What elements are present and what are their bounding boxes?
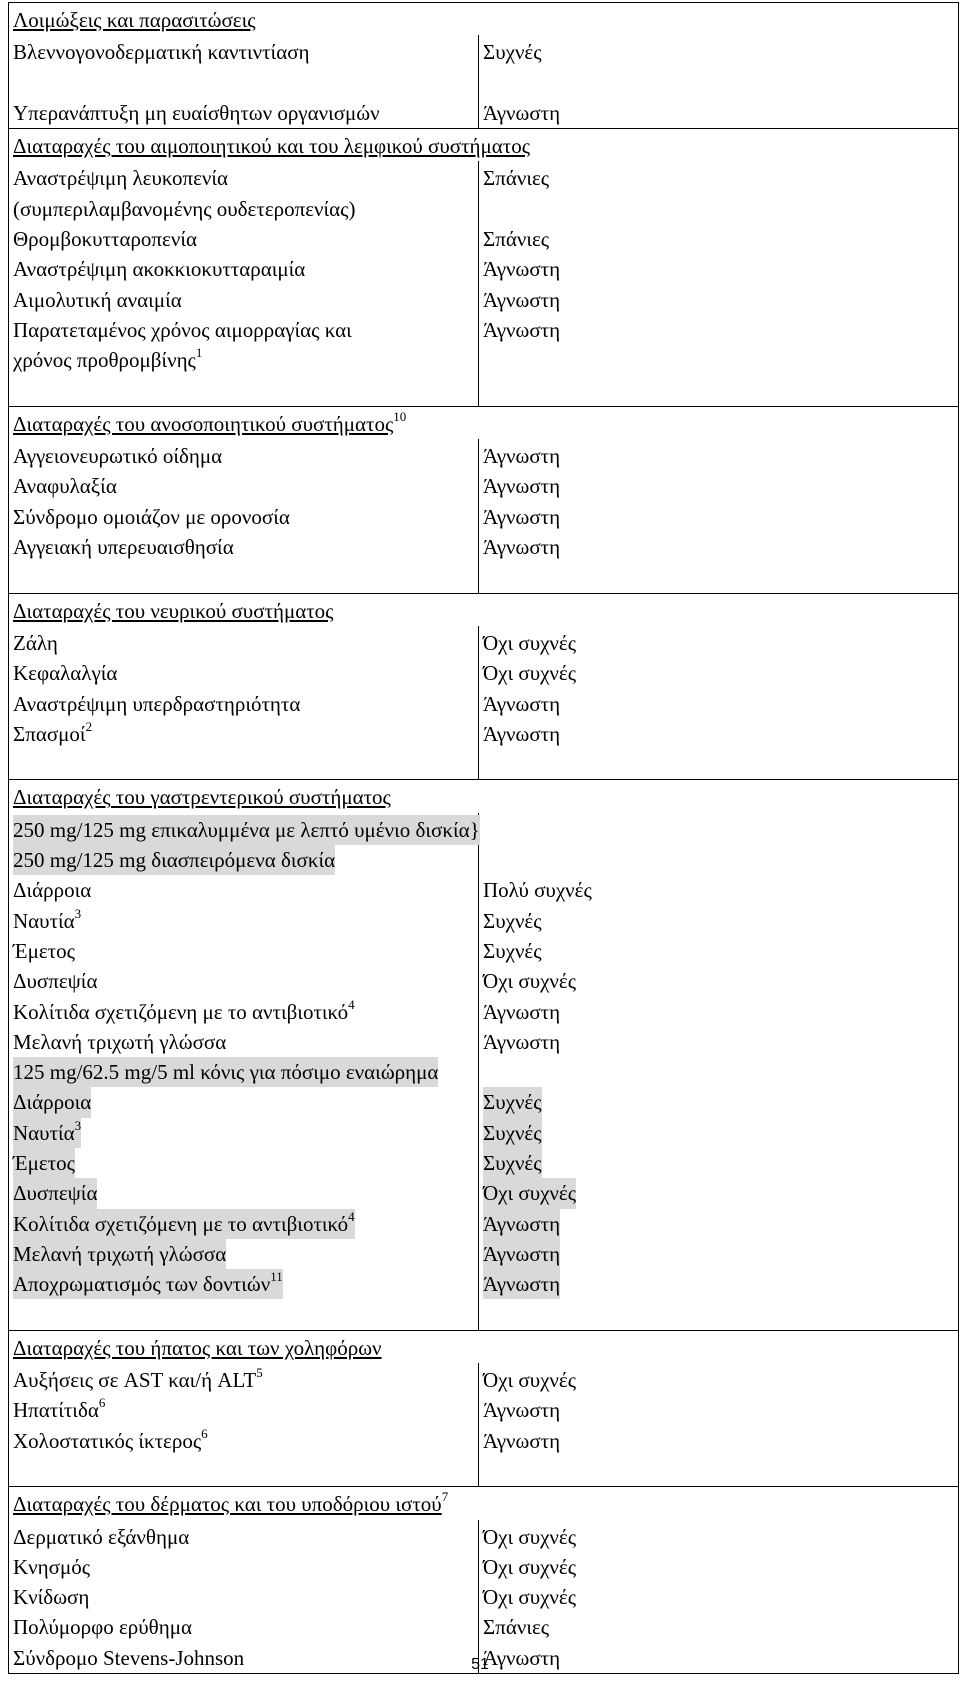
section-header: Διαταραχές του ανοσοποιητικού συστήματος [13,411,394,436]
section-body-row [9,626,959,780]
section-header: Διαταραχές του δέρματος και του υποδόριου ιστού [13,1492,442,1517]
reaction-line [13,719,474,749]
reaction-label: Διάρροια [13,1090,92,1115]
frequency-value: Άγνωστη [483,1029,561,1054]
footnote-marker: 3 [74,1117,82,1133]
section-header: Διαταραχές του νευρικού συστήματος [13,598,334,623]
reaction-line [13,254,474,284]
section-header-cell [9,1330,959,1363]
frequency-line [483,98,954,128]
frequency-line [483,315,954,345]
frequency-line [483,471,954,501]
section-body-row [9,35,959,128]
frequency-line [483,1057,954,1087]
frequency-value: Σπάνιες [483,1615,550,1640]
reaction-line [13,749,474,779]
section-body-row [9,161,959,406]
frequency-line [483,68,954,98]
section-header-row [9,780,959,813]
reaction-label: Αναστρέψιμη ακοκκιοκυτταραιμία [13,257,306,282]
frequency-value: Άγνωστη [483,1645,561,1670]
reaction-line [13,1395,474,1425]
reaction-line [13,1178,474,1208]
frequency-line [483,562,954,592]
reaction-label: Σύνδρομο Stevens-Johnson [13,1645,245,1670]
section-header-cell [9,406,959,439]
frequency-value: Άγνωστη [483,444,561,469]
frequency-line [483,906,954,936]
reaction-label: 250 mg/125 mg διασπειρόμενα δισκία [13,848,336,873]
reaction-line [13,224,474,254]
reaction-label: Δυσπεψία [13,1181,98,1206]
reaction-line [13,1522,474,1552]
reaction-label: Έμετος [13,938,75,963]
reaction-label: Διάρροια [13,878,92,903]
reaction-label: Ναυτία [13,1120,75,1145]
reaction-line [13,1209,474,1239]
footnote-marker: 3 [74,905,82,921]
frequency-line [483,1118,954,1148]
reaction-line [13,441,474,471]
section-header: Διαταραχές του γαστρεντερικού συστήματος [13,785,391,810]
frequency-line [483,163,954,193]
frequency-line [483,1027,954,1057]
reaction-label: χρόνος προθρομβίνης [13,348,196,373]
frequency-line [483,936,954,966]
section-header-cell [9,593,959,626]
footnote-marker: 10 [393,408,407,424]
reaction-label: Σπασμοί [13,721,86,746]
frequency-value: Όχι συχνές [483,661,577,686]
reaction-label: Κεφαλαλγία [13,661,118,686]
frequency-line [483,689,954,719]
reaction-label: 250 mg/125 mg επικαλυμμένα με λεπτό υμένιο δισκία} [13,817,480,842]
frequency-value: Άγνωστη [483,535,561,560]
reaction-column [9,439,479,593]
frequency-value: Συχνές [483,908,542,933]
frequency-line [483,1269,954,1299]
frequency-line [483,1522,954,1552]
frequency-line [483,1365,954,1395]
frequency-value: Όχι συχνές [483,630,577,655]
reaction-line [13,1552,474,1582]
section-header-cell [9,780,959,813]
frequency-value: Άγνωστη [483,1239,560,1269]
frequency-line [483,815,954,845]
reaction-label: Αγγειονευρωτικό οίδημα [13,444,223,469]
frequency-value: Άγνωστη [483,1398,561,1423]
frequency-value: Πολύ συχνές [483,878,592,903]
reaction-label: Κολίτιδα σχετιζόμενη με το αντιβιοτικό [13,1211,349,1236]
footnote-marker: 6 [201,1425,208,1441]
frequency-line [483,1209,954,1239]
reaction-line [13,532,474,562]
reaction-line [13,997,474,1027]
frequency-value: Άγνωστη [483,317,561,342]
reaction-label: Ζάλη [13,630,58,655]
footnote-marker: 4 [348,1208,355,1224]
reaction-label: Σύνδρομο ομοιάζον με ορονοσία [13,504,290,529]
frequency-line [483,254,954,284]
reaction-label: Αγγειακή υπερευαισθησία [13,535,234,560]
footnote-marker: 11 [270,1269,283,1285]
section-header-cell [9,3,959,36]
reaction-line [13,502,474,532]
frequency-value: Άγνωστη [483,100,561,125]
frequency-line [483,345,954,375]
frequency-line [483,1239,954,1269]
reaction-line [13,966,474,996]
frequency-line [483,719,954,749]
reaction-line [13,1426,474,1456]
footnote-marker: 2 [85,718,93,734]
reaction-label: Δερματικό εξάνθημα [13,1524,190,1549]
frequency-line [483,1612,954,1642]
frequency-value: Όχι συχνές [483,1368,577,1393]
frequency-line [483,1299,954,1329]
frequency-line [483,37,954,67]
frequency-column [479,626,959,780]
frequency-line [483,532,954,562]
section-header-row [9,129,959,162]
reaction-label: Αιμολυτική αναιμία [13,287,182,312]
frequency-line [483,224,954,254]
reaction-line [13,1239,474,1269]
reaction-label: Παρατεταμένος χρόνος αιμορραγίας και [13,317,352,342]
reaction-column [9,813,479,1331]
reaction-line [13,68,474,98]
reaction-line [13,285,474,315]
reaction-label: Δυσπεψία [13,969,98,994]
section-body-row [9,813,959,1331]
reaction-label: Πολύμορφο ερύθημα [13,1615,192,1640]
frequency-line [483,502,954,532]
reaction-line [13,689,474,719]
reaction-label: Κολίτιδα σχετιζόμενη με το αντιβιοτικό [13,999,349,1024]
reaction-label: Υπερανάπτυξη μη ευαίσθητων οργανισμών [13,100,380,125]
section-header: Λοιμώξεις και παρασιτώσεις [13,8,256,32]
frequency-line [483,749,954,779]
reaction-column [9,1363,479,1487]
frequency-value: Άγνωστη [483,287,561,312]
frequency-column [479,1520,959,1674]
frequency-value: Όχι συχνές [483,969,577,994]
frequency-line [483,658,954,688]
reaction-label: Αναστρέψιμη υπερδραστηριότητα [13,691,301,716]
reaction-line [13,875,474,905]
reaction-label: Αναφυλαξία [13,474,117,499]
frequency-value: Συχνές [483,40,542,65]
section-body-row [9,1363,959,1487]
frequency-value: Συχνές [483,938,542,963]
frequency-line [483,441,954,471]
reaction-line [13,1087,474,1117]
frequency-column [479,1363,959,1487]
frequency-value: Συχνές [483,1148,542,1178]
reaction-line [13,1269,474,1299]
section-body-row [9,1520,959,1674]
reaction-label: Μελανή τριχωτή γλώσσα [13,1029,227,1054]
frequency-value: Άγνωστη [483,1209,560,1239]
frequency-line [483,1087,954,1117]
section-header-row [9,1487,959,1520]
frequency-line [483,1148,954,1178]
section-body-row [9,439,959,593]
section-header-row [9,406,959,439]
reaction-line [13,562,474,592]
footnote-marker: 5 [256,1365,263,1381]
frequency-value: Όχι συχνές [483,1585,577,1610]
footnote-marker: 1 [195,345,203,361]
reaction-label: Αναστρέψιμη λευκοπενία [13,166,229,191]
footnote-marker: 4 [348,996,355,1012]
reaction-line [13,194,474,224]
reaction-line [13,936,474,966]
section-header-row [9,1330,959,1363]
frequency-value: Όχι συχνές [483,1524,577,1549]
reaction-line [13,1582,474,1612]
reaction-line [13,37,474,67]
frequency-line [483,997,954,1027]
frequency-value: Σπάνιες [483,166,550,191]
frequency-line [483,1178,954,1208]
reaction-line [13,628,474,658]
reaction-label: Κνησμός [13,1554,91,1579]
reaction-line [13,376,474,406]
reaction-label: 125 mg/62.5 mg/5 ml κόνις για πόσιμο εναιώρημα [13,1060,439,1085]
reaction-line [13,1027,474,1057]
reaction-line [13,315,474,345]
reaction-line [13,1365,474,1395]
frequency-line [483,845,954,875]
reaction-line [13,471,474,501]
frequency-line [483,376,954,406]
reaction-label: Θρομβοκυτταροπενία [13,227,197,252]
frequency-line [483,966,954,996]
frequency-column [479,35,959,128]
reaction-label: Βλεννογονοδερματική καντιντίαση [13,40,310,65]
page-number: 51 [471,1656,489,1673]
reaction-column [9,35,479,128]
section-header: Διαταραχές του ήπατος και των χοληφόρων [13,1335,382,1360]
reaction-column [9,1520,479,1674]
section-header-row [9,593,959,626]
reaction-label: (συμπεριλαμβανομένης ουδετεροπενίας) [13,196,356,221]
frequency-value: Άγνωστη [483,1269,560,1299]
frequency-value: Άγνωστη [483,1428,561,1453]
reaction-label: Χολοστατικός ίκτερος [13,1428,202,1453]
reaction-line [13,1118,474,1148]
frequency-line [483,875,954,905]
frequency-line [483,1426,954,1456]
reaction-column [9,161,479,406]
reaction-line [13,1612,474,1642]
reaction-line [13,345,474,375]
frequency-value: Άγνωστη [483,504,561,529]
frequency-value: Άγνωστη [483,721,561,746]
frequency-value: Σπάνιες [483,227,550,252]
reaction-label: Ηπατίτιδα [13,1398,99,1423]
frequency-value: Άγνωστη [483,257,561,282]
frequency-value: Όχι συχνές [483,1554,577,1579]
reaction-line [13,815,480,845]
reaction-label: Κνίδωση [13,1585,90,1610]
frequency-value: Άγνωστη [483,474,561,499]
reaction-line [13,906,474,936]
frequency-value: Άγνωστη [483,999,561,1024]
reaction-label: Έμετος [13,1150,75,1175]
frequency-line [483,1395,954,1425]
reaction-label: Ναυτία [13,908,75,933]
reaction-label: Αποχρωματισμός των δοντιών [13,1272,271,1297]
footnote-marker: 7 [441,1489,449,1505]
reaction-label: Αυξήσεις σε AST και/ή ALT [13,1368,257,1393]
section-header: Διαταραχές του αιμοποιητικού και του λεμφικού συστήματος [13,134,531,159]
frequency-line [483,1456,954,1486]
reaction-line [13,1456,474,1486]
section-header-cell [9,1487,959,1520]
reaction-line [13,845,474,875]
reaction-column [9,626,479,780]
reaction-line [13,163,474,193]
reaction-line [13,1057,474,1087]
reaction-line [13,1148,474,1178]
frequency-line [483,194,954,224]
frequency-line [483,285,954,315]
frequency-column [479,161,959,406]
section-header-cell [9,129,959,162]
reaction-label: Μελανή τριχωτή γλώσσα [13,1241,227,1266]
footnote-marker: 6 [98,1395,106,1411]
frequency-line [483,628,954,658]
reaction-line [13,1299,474,1329]
frequency-line [483,1582,954,1612]
frequency-value: Όχι συχνές [483,1178,576,1208]
frequency-value: Άγνωστη [483,691,561,716]
frequency-value: Συχνές [483,1087,542,1117]
frequency-line [483,1552,954,1582]
section-header-row [9,3,959,36]
adverse-reactions-table [8,2,959,1674]
reaction-line [13,658,474,688]
reaction-line [13,98,474,128]
frequency-column [479,439,959,593]
frequency-column [479,813,959,1331]
frequency-value: Συχνές [483,1118,542,1148]
